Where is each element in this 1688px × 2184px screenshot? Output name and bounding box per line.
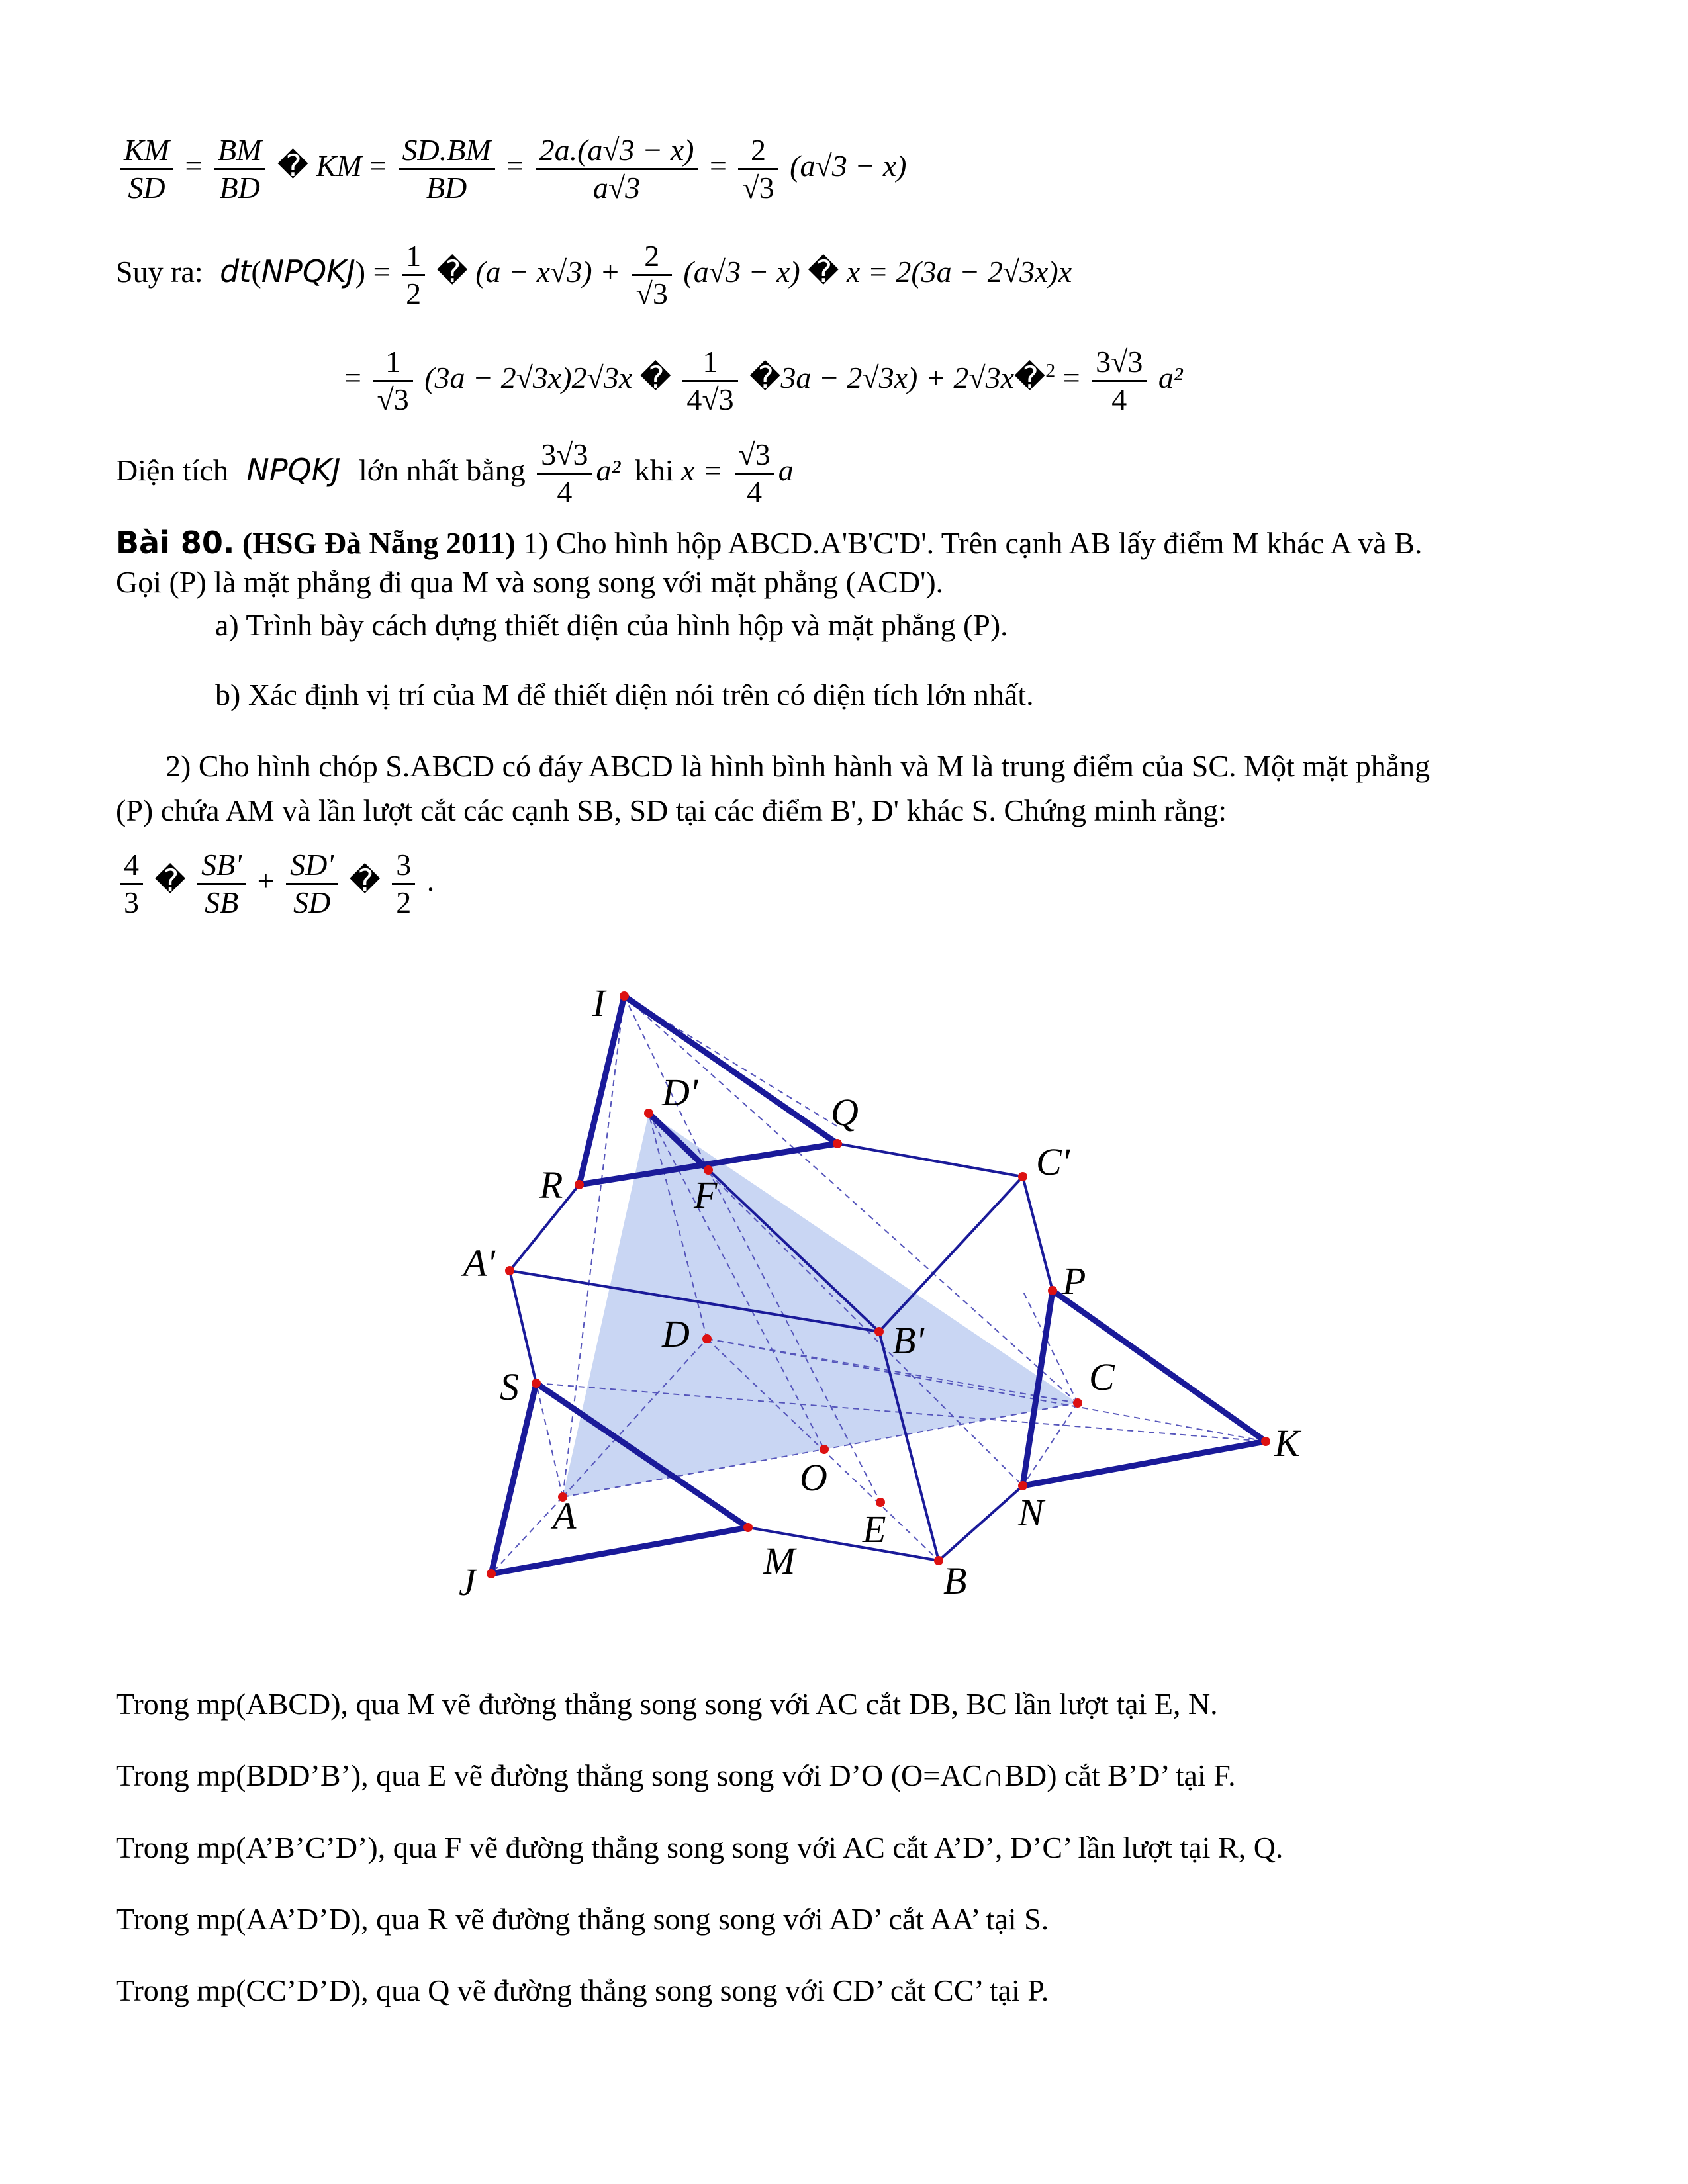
frac-num: 2 <box>632 238 672 276</box>
frac-num: SB' <box>197 847 246 885</box>
a-symbol: a <box>778 453 794 488</box>
frac-num: 2 <box>738 132 778 170</box>
leq-symbol-2: � <box>349 862 381 899</box>
frac-den: 2 <box>396 886 412 919</box>
km-symbol: KM <box>316 149 362 183</box>
frac-den: BD <box>219 171 260 205</box>
formula-tail: a² <box>1158 361 1183 395</box>
frac-num: SD' <box>286 847 338 885</box>
frac-den: √3 <box>635 277 668 310</box>
dt-symbol: dt <box>220 253 252 290</box>
frac-num: 4 <box>120 847 143 885</box>
a-squared: a² <box>596 453 621 488</box>
prefix-text: Suy ra: <box>116 255 203 289</box>
frac-den: 3 <box>124 886 139 919</box>
x-equals: x = <box>681 453 724 488</box>
problem-source: (HSG Đà Nẵng 2011) <box>242 526 516 560</box>
term-1: (3a − 2√3x)2√3x <box>424 361 633 395</box>
frac-num: KM <box>120 132 173 170</box>
formula-ratio-km: $\frac{KM}{SD}$ = $\frac{BM}{BD}$ � KM = $\frac{SD.BM}{BD}$ = $\frac{2a.(a√3 - x)}{a√3}$ = $\frac{2}{√3}$ (a√3 − x) <box>116 132 906 206</box>
problem-part2-line-2: (P) chứa AM và lần lượt cắt các cạnh SB, SD tại các điểm B', D' khác S. Chứng minh rằng: <box>116 794 1227 827</box>
frac-den: 2 <box>406 277 422 310</box>
step-4: Trong mp(AA’D’D), qua R vẽ đường thẳng song song với AD’ cắt AA’ tại S. <box>116 1902 1049 1936</box>
frac-num: SD.BM <box>399 132 495 170</box>
label-a-prime: A' <box>463 1242 495 1285</box>
frac-den: SB <box>205 886 239 919</box>
term-2: 3a − 2√3x) + 2√3x <box>780 361 1015 395</box>
polygon-name: NPQKJ <box>246 452 341 488</box>
frac-num: 3√3 <box>1092 344 1147 382</box>
label-d-prime: D' <box>662 1071 698 1114</box>
label-a: A <box>553 1494 577 1537</box>
frac-den: SD <box>128 171 165 205</box>
label-s: S <box>500 1365 519 1408</box>
problem-part2-line-1: 2) Cho hình chóp S.ABCD có đáy ABCD là hình bình hành và M là trung điểm của SC. Một mặt phẳng <box>165 749 1430 783</box>
frac-den: √3 <box>377 383 409 416</box>
plus: + <box>257 864 275 898</box>
label-r: R <box>539 1163 563 1206</box>
implies-symbol: � <box>277 148 309 184</box>
frac-num: 1 <box>682 344 737 382</box>
frac-num: 3 <box>392 847 415 885</box>
term-1: (a − x√3) + <box>475 255 621 289</box>
label-p: P <box>1062 1259 1086 1302</box>
label-k: K <box>1274 1422 1300 1465</box>
label-d: D <box>662 1312 690 1355</box>
frac-den: √3 <box>742 171 774 205</box>
frac-num: 2a.(a√3 − x) <box>536 132 698 170</box>
period: . <box>426 864 435 898</box>
label-f: F <box>694 1173 718 1216</box>
rhs: x = 2(3a − 2√3x)x <box>846 255 1072 289</box>
problem-line-2: Gọi (P) là mặt phẳng đi qua M và song song với mặt phẳng (ACD'). <box>116 565 944 599</box>
label-c: C <box>1089 1355 1115 1398</box>
frac-num: 1 <box>402 238 425 276</box>
problem-line-1: 1) Cho hình hộp ABCD.A'B'C'D'. Trên cạnh AB lấy điểm M khác A và B. <box>523 526 1423 560</box>
term-2: (a√3 − x) <box>683 255 800 289</box>
step-3: Trong mp(A’B’C’D’), qua F vẽ đường thẳng song song với AC cắt A’D’, D’C’ lần lượt tại R, Q. <box>116 1831 1284 1864</box>
label-j: J <box>459 1561 476 1604</box>
label-n: N <box>1018 1491 1044 1534</box>
frac-num: 3√3 <box>537 437 592 475</box>
frac-den: a√3 <box>592 171 641 205</box>
frac-den: SD <box>293 886 331 919</box>
frac-num: √3 <box>735 437 774 475</box>
formula-area: Suy ra: dt(NPQKJ) = $\frac{1}{2}$ � (a − x√3) + $\frac{2}{√3}$ (a√3 − x) � x = 2(3a − 2√3x)x <box>116 239 1072 310</box>
label-c-prime: C' <box>1036 1140 1070 1183</box>
leq-symbol: � <box>154 862 186 899</box>
exponent: 2 <box>1045 359 1056 382</box>
khi-text: khi <box>634 453 674 488</box>
label-i: I <box>592 981 606 1024</box>
frac-den: 4√3 <box>686 383 734 416</box>
step-5: Trong mp(CC’D’D), qua Q vẽ đường thẳng song song với CD’ cắt CC’ tại P. <box>116 1974 1049 2007</box>
label-m: M <box>763 1539 796 1582</box>
section-triangle-acd <box>563 1113 1078 1497</box>
frac-den: BD <box>426 171 467 205</box>
label-b-prime: B' <box>892 1319 924 1362</box>
label-o: O <box>800 1456 827 1499</box>
problem-title: Bài 80. <box>116 525 235 561</box>
problem-part-b: b) Xác định vị trí của M để thiết diện nói trên có diện tích lớn nhất. <box>215 678 1034 711</box>
formula-am-gm: = $\frac{1}{√3}$ (3a − 2√3x)2√3x � $\frac{1}{4√3}$ �3a − 2√3x) + 2√3x�$^2$ = $\frac{3√3}{4}$ a² <box>344 345 1183 416</box>
problem-part-a: a) Trình bày cách dựng thiết diện của hình hộp và mặt phẳng (P). <box>215 608 1008 642</box>
formula-tail: (a√3 − x) <box>790 149 907 183</box>
label-e: E <box>863 1508 886 1551</box>
label-b: B <box>943 1559 967 1602</box>
frac-num: 1 <box>373 344 412 382</box>
frac-den: 4 <box>747 475 763 509</box>
equals: = <box>1062 361 1080 395</box>
mid-text: lớn nhất bằng <box>359 453 526 488</box>
label-q: Q <box>831 1091 859 1134</box>
lead-text: Diện tích <box>116 453 228 488</box>
frac-den: 4 <box>1111 383 1127 416</box>
frac-num: BM <box>214 132 265 170</box>
frac-den: 4 <box>557 475 573 509</box>
polygon-name: NPQKJ <box>261 253 355 290</box>
step-2: Trong mp(BDD’B’), qua E vẽ đường thẳng song song với D’O (O=AC∩BD) cắt B’D’ tại F. <box>116 1758 1236 1792</box>
step-1: Trong mp(ABCD), qua M vẽ đường thẳng song song với AC cắt DB, BC lần lượt tại E, N. <box>116 1687 1218 1721</box>
